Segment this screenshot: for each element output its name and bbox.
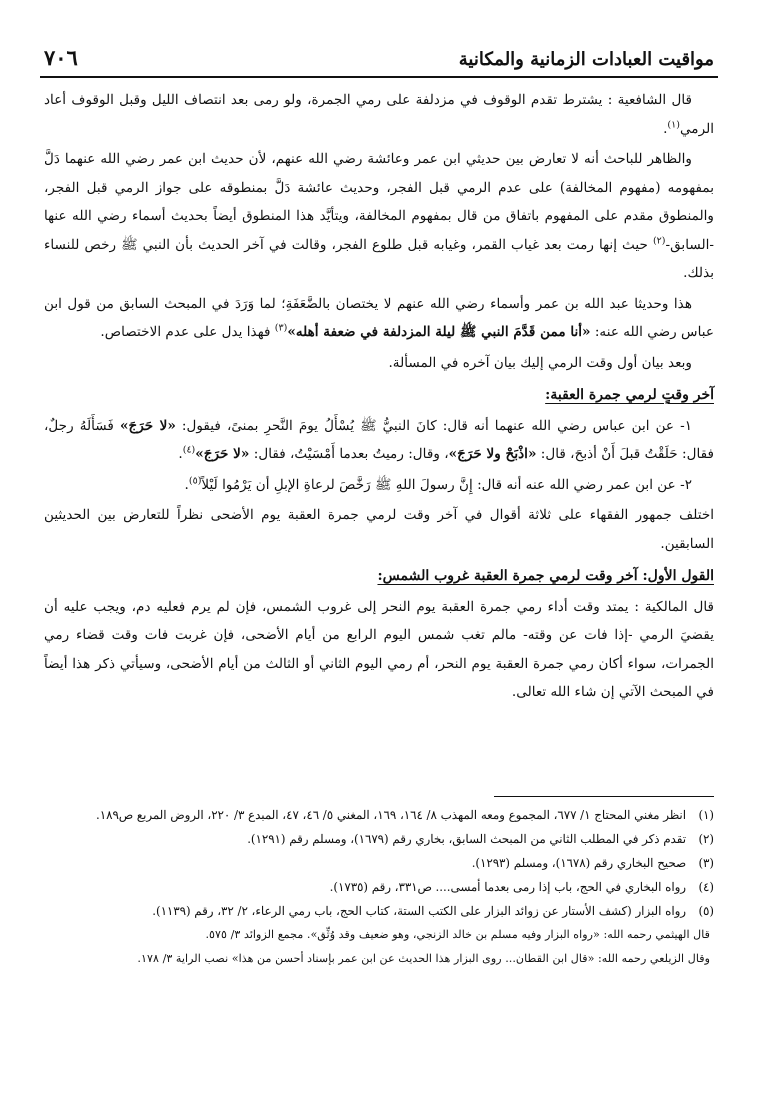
hadith-text: ١- عن ابن عباس رضي الله عنهما أنه قال: كانَ النبيُّ ﷺ يُسْأَلُ يومَ النَّحرِ بمنىً، فيقول:	[175, 417, 692, 434]
footnote-ref[interactable]: (٤)	[182, 444, 196, 456]
footnotes	[44, 803, 714, 971]
footnote-note: وقال الزيلعي رحمه الله: «قال ابن القطان... روى البزار هذا الحديث عن ابن عمر بإسناد أحسن من هذا» نصب الراية ٣/ ١٧٨.	[137, 952, 710, 965]
hadith-1	[44, 412, 714, 469]
page-header	[44, 40, 714, 70]
page-number: ٧٠٦	[44, 45, 78, 70]
paragraph-shafii	[44, 86, 714, 143]
footnote-text: تقدم ذكر في المطلب الثاني من المبحث السابق، بخاري رقم (١٦٧٩)، ومسلم رقم (١٢٩١).	[247, 832, 686, 846]
footnote-note: قال الهيثمي رحمه الله: «رواه البزار وفيه مسلم بن خالد الزنجي، وهو ضعيف وقد وُثِّق». مجمع الزوائد ٣/ ٥٧٥.	[205, 928, 710, 941]
paragraph-text: والظاهر للباحث أنه لا تعارض بين حديثي ابن عمر وعائشة رضي الله عنهم، لأن حديث ابن عمر رضي الله عنهما دَلَّ بمفهومه (مفهوم المخالفة) على عدم الرمي قبل الفجر، وحديث عائشة دَلَّ بمنطوقه على جواز الرمي قبل الفجر، والمنطوق مقدم على المفهوم باتفاق من قال بمفهوم المخالفة، ويتأيَّد هذا المنطوق أيضاً بحديث أسماء رضي الله عنها -السابق-	[44, 151, 714, 253]
footnote-ref[interactable]: (٢)	[652, 234, 666, 246]
footnote-divider	[494, 796, 714, 797]
footnote-item	[44, 899, 714, 923]
footnote-number: (٥)	[698, 904, 714, 918]
punctuation: .	[178, 446, 183, 462]
paragraph-maliki: قال المالكية : يمتد وقت أداء رمي جمرة العقبة يوم النحر إلى غروب الشمس، فإن لم يرم فعليه دم، ويجب عليه أن يقضيَ الرمي -إذا فات عن وقته- مالم تغب شمس اليوم الرابع من أيام الأضحى، فإن غربت فات وقت قضاء رمي الجمرات، سواء أكان رمي جمرة العقبة يوم النحر، أم رمي اليوم الثاني أو الثالث من أيام الأضحى، وسيأتي ذكر هذا أيضاً في المبحث الآتي إن شاء الله تعالى.	[44, 598, 714, 700]
paragraph-text: فهذا يدل على عدم الاختصاص.	[100, 324, 275, 340]
hadith-quote: «اذْبَحْ ولا حَرَجَ»	[448, 446, 537, 462]
footnote-text: رواه البخاري في الحج، باب إذا رمى بعدما أمسى.... ص٣٣١، رقم (١٧٣٥).	[329, 880, 686, 894]
header-rule	[40, 76, 718, 78]
footnote-number: (١)	[698, 808, 714, 822]
footnote-number: (٢)	[698, 832, 714, 846]
main-text	[44, 86, 714, 709]
punctuation: .	[184, 476, 189, 493]
paragraph-weak-ones	[44, 290, 714, 347]
footnote-text: رواه البزار (كشف الأستار عن زوائد البزار على الكتب الستة، كتاب الحج، باب رمي الرعاء، ٢/ ٣٢، رقم (١١٣٩).	[152, 904, 686, 918]
footnote-text: صحيح البخاري رقم (١٦٧٨)، ومسلم (١٢٩٣).	[471, 856, 686, 870]
footnote-number: (٣)	[698, 856, 714, 870]
paragraph-disagreement: اختلف جمهور الفقهاء على ثلاثة أقوال في آخر وقت لرمي جمرة العقبة يوم الأضحى نظراً للتعارض بين الحديثين السابقين.	[44, 507, 714, 552]
footnote-item	[44, 827, 714, 851]
section-heading: آخر وقتٍ لرمي جمرة العقبة:	[545, 387, 714, 403]
paragraph-text: قال الشافعية : يشترط تقدم الوقوف في مزدلفة على رمي الجمرة، ولو رمى بعد انتصاف الليل وقبل الوقوف أعاد الرمي	[44, 92, 714, 137]
hadith-text: ، وقال: رميتُ بعدما أَمْسَيْتُ، فقال:	[249, 446, 449, 462]
footnote-number: (٤)	[698, 880, 714, 894]
hadith-quote: «لا حَرَجَ»	[119, 417, 176, 434]
hadith-2	[44, 471, 714, 500]
running-title: مواقيت العبادات الزمانية والمكانية	[458, 49, 714, 70]
hadith-quote: «أنا ممن قَدَّمَ النبي ﷺ ليلة المزدلفة في ضعفة أهله»	[287, 324, 591, 340]
footnote-text: انظر مغني المحتاج ١/ ٦٧٧، المجموع ومعه المهذب ٨/ ١٦٤، ١٦٩، المغني ٥/ ٤٦، ٤٧، المبدع ٣/ ٢٢٠، الروض المربع ص١٨٩.	[96, 808, 686, 822]
paragraph-transition: وبعد بيان أول وقت الرمي إليك بيان آخره في المسألة.	[388, 354, 692, 371]
section-heading: القول الأول: آخر وقت لرمي جمرة العقبة غروب الشمس:	[377, 568, 714, 584]
hadith-text: ٢- عن ابن عمر رضي الله عنه أنه قال: إِنَّ رسولَ اللهِ ﷺ رَخَّصَ لرعاةِ الإبلِ أن يَرْمُوا لَيْلاً	[201, 476, 692, 493]
footnote-item	[44, 851, 714, 875]
hadith-text: فَسَأَلَهُ رجلٌ، فقال: حَلَقْتُ قبلَ أَنْ أذبحَ، قال:	[44, 417, 714, 462]
paragraph-text: هذا وحديثا عبد الله بن عمر وأسماء رضي الله عنهم لا يختصان بالضَّعَفَةِ؛ لما وَرَدَ في المبحث السابق من قول ابن عباس رضي الله عنه:	[44, 295, 714, 340]
hadith-quote: «لا حَرَجَ»	[195, 446, 250, 462]
footnote-ref[interactable]: (١)	[667, 118, 680, 130]
paragraph-reconcile	[44, 145, 714, 288]
footnote-ref[interactable]: (٥)	[188, 474, 202, 486]
footnote-ref[interactable]: (٣)	[274, 322, 288, 334]
paragraph-text: حيث إنها رمت بعد غياب القمر، وغيابه قبل طلوع الفجر، وقالت في آخر الحديث بأن النبي ﷺ رخص للنساء بذلك.	[44, 236, 714, 281]
footnote-item	[44, 803, 714, 827]
punctuation: .	[663, 120, 668, 137]
footnote-commentary	[44, 923, 714, 971]
footnote-item	[44, 875, 714, 899]
